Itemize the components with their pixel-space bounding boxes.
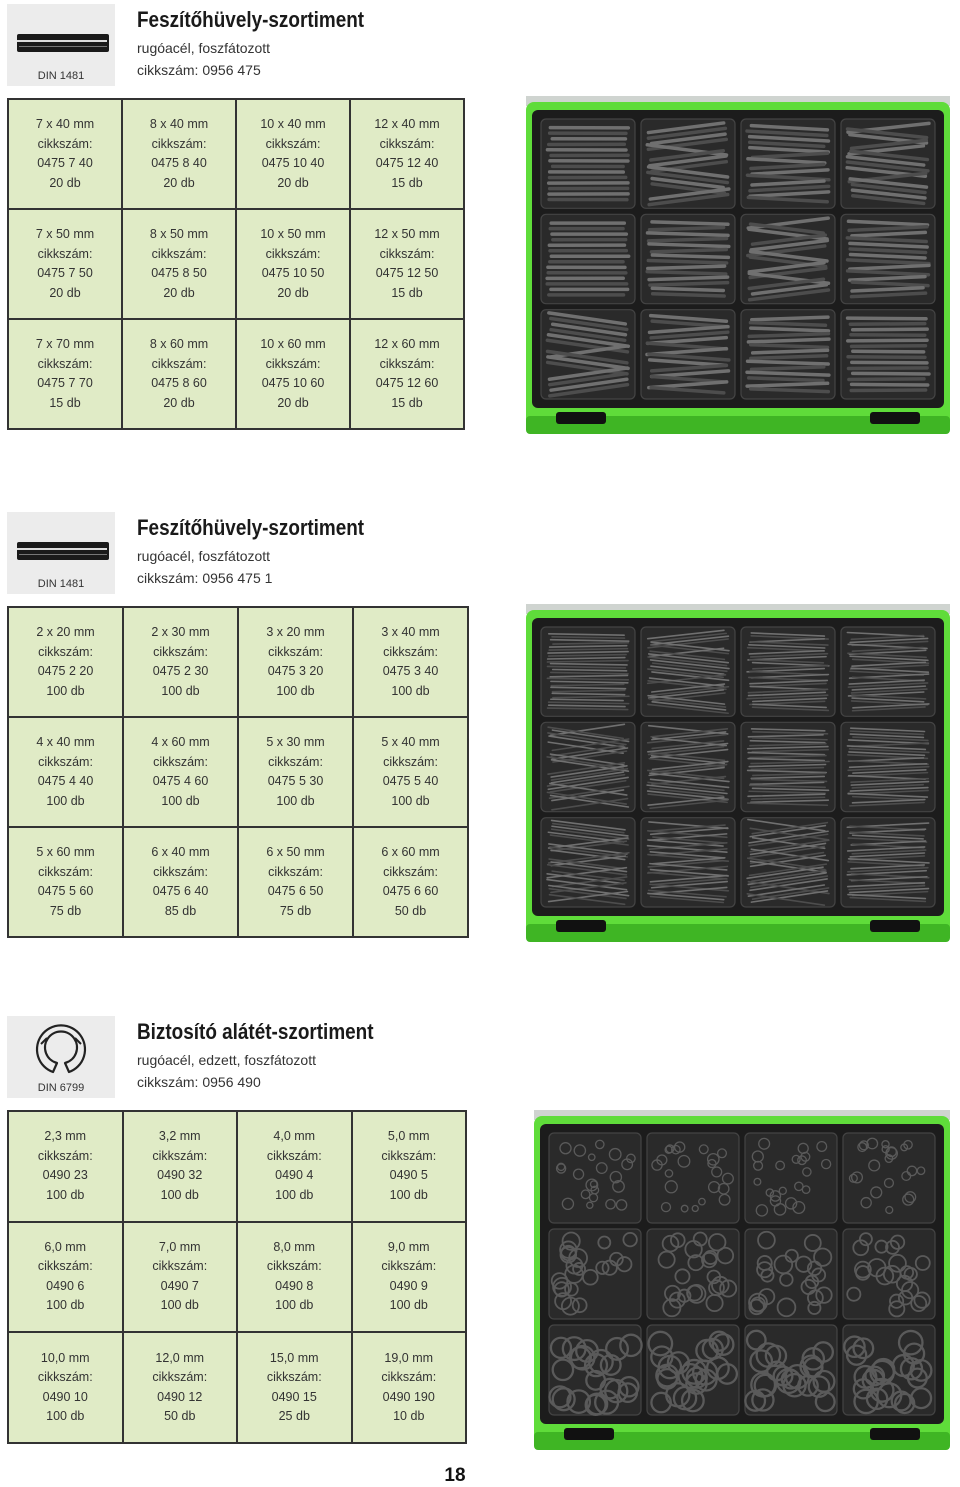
product-code: 0475 12 40 xyxy=(376,154,439,174)
product-size: 9,0 mm xyxy=(388,1238,430,1258)
product-code: 0490 15 xyxy=(272,1388,317,1408)
product-size: 7 x 40 mm xyxy=(36,115,94,135)
product-size: 19,0 mm xyxy=(384,1349,433,1369)
product-qty: 100 db xyxy=(276,682,314,702)
product-label: cikkszám: xyxy=(152,245,207,265)
product-qty: 100 db xyxy=(390,1296,428,1316)
product-label: cikkszám: xyxy=(152,135,207,155)
product-qty: 20 db xyxy=(277,174,308,194)
product-size: 6 x 60 mm xyxy=(381,843,439,863)
product-qty: 100 db xyxy=(46,1186,84,1206)
product-code: 0475 2 30 xyxy=(153,662,209,682)
product-label: cikkszám: xyxy=(153,863,208,883)
product-qty: 25 db xyxy=(279,1407,310,1427)
product-code: 0475 12 50 xyxy=(376,264,439,284)
product-size: 8 x 50 mm xyxy=(150,225,208,245)
product-qty: 50 db xyxy=(395,902,426,922)
product-qty: 100 db xyxy=(391,682,429,702)
product-label: cikkszám: xyxy=(381,1257,436,1277)
section-title: Feszítőhüvely-szortiment xyxy=(137,515,364,541)
material-text: rugóacél, foszfátozott xyxy=(137,40,270,56)
product-code: 0475 5 30 xyxy=(268,772,324,792)
product-cell xyxy=(238,1333,351,1442)
sku-text: cikkszám: 0956 490 xyxy=(137,1074,261,1090)
product-code: 0475 6 60 xyxy=(383,882,439,902)
product-code: 0475 10 60 xyxy=(262,374,325,394)
product-qty: 100 db xyxy=(276,792,314,812)
product-qty: 85 db xyxy=(165,902,196,922)
product-code: 0490 9 xyxy=(390,1277,428,1297)
product-qty: 100 db xyxy=(275,1186,313,1206)
product-code: 0475 3 20 xyxy=(268,662,324,682)
product-qty: 20 db xyxy=(49,284,80,304)
product-size: 5 x 40 mm xyxy=(381,733,439,753)
product-qty: 100 db xyxy=(390,1186,428,1206)
product-label: cikkszám: xyxy=(38,245,93,265)
product-qty: 100 db xyxy=(391,792,429,812)
product-code: 0475 4 40 xyxy=(38,772,94,792)
product-label: cikkszám: xyxy=(38,355,93,375)
material-text: rugóacél, foszfátozott xyxy=(137,548,270,564)
product-cell xyxy=(124,1112,237,1221)
product-cell xyxy=(238,1223,351,1332)
product-code: 0475 10 50 xyxy=(262,264,325,284)
product-label: cikkszám: xyxy=(152,1147,207,1167)
product-label: cikkszám: xyxy=(38,1257,93,1277)
standard-label: DIN 1481 xyxy=(7,578,115,590)
product-label: cikkszám: xyxy=(380,355,435,375)
product-label: cikkszám: xyxy=(153,753,208,773)
product-size: 2 x 20 mm xyxy=(36,623,94,643)
product-label: cikkszám: xyxy=(268,753,323,773)
product-size: 6 x 50 mm xyxy=(266,843,324,863)
standard-label: DIN 6799 xyxy=(7,1082,115,1094)
product-cell xyxy=(238,1112,351,1221)
product-label: cikkszám: xyxy=(380,245,435,265)
product-size: 4 x 60 mm xyxy=(151,733,209,753)
product-label: cikkszám: xyxy=(152,355,207,375)
product-label: cikkszám: xyxy=(381,1147,436,1167)
product-cell xyxy=(9,1112,122,1221)
product-cell xyxy=(353,1112,466,1221)
product-qty: 100 db xyxy=(46,1407,84,1427)
product-code: 0475 7 70 xyxy=(37,374,93,394)
product-label: cikkszám: xyxy=(380,135,435,155)
product-size: 2,3 mm xyxy=(44,1127,86,1147)
product-size: 12 x 60 mm xyxy=(374,335,439,355)
product-qty: 20 db xyxy=(163,174,194,194)
product-qty: 100 db xyxy=(46,682,84,702)
product-qty: 15 db xyxy=(391,394,422,414)
product-size: 8 x 60 mm xyxy=(150,335,208,355)
product-code: 0475 5 60 xyxy=(38,882,94,902)
product-code: 0490 10 xyxy=(43,1388,88,1408)
product-label: cikkszám: xyxy=(38,135,93,155)
product-qty: 20 db xyxy=(49,174,80,194)
product-label: cikkszám: xyxy=(268,643,323,663)
product-qty: 10 db xyxy=(393,1407,424,1427)
standard-box xyxy=(7,1016,115,1098)
product-size: 5 x 30 mm xyxy=(266,733,324,753)
product-label: cikkszám: xyxy=(266,135,321,155)
product-qty: 50 db xyxy=(164,1407,195,1427)
product-size: 10 x 60 mm xyxy=(260,335,325,355)
product-size: 7 x 70 mm xyxy=(36,335,94,355)
product-size: 6 x 40 mm xyxy=(151,843,209,863)
product-size: 4 x 40 mm xyxy=(36,733,94,753)
product-qty: 20 db xyxy=(163,284,194,304)
product-label: cikkszám: xyxy=(152,1257,207,1277)
product-size: 12 x 40 mm xyxy=(374,115,439,135)
product-label: cikkszám: xyxy=(266,245,321,265)
product-code: 0475 10 40 xyxy=(262,154,325,174)
product-size: 12 x 50 mm xyxy=(374,225,439,245)
product-code: 0490 6 xyxy=(46,1277,84,1297)
product-size: 15,0 mm xyxy=(270,1349,319,1369)
product-code: 0475 6 40 xyxy=(153,882,209,902)
product-code: 0475 7 50 xyxy=(37,264,93,284)
product-size: 8,0 mm xyxy=(273,1238,315,1258)
section-title: Feszítőhüvely-szortiment xyxy=(137,7,364,33)
product-code: 0475 8 50 xyxy=(151,264,207,284)
sku-text: cikkszám: 0956 475 1 xyxy=(137,570,272,586)
product-code: 0475 3 40 xyxy=(383,662,439,682)
product-qty: 75 db xyxy=(280,902,311,922)
product-label: cikkszám: xyxy=(383,863,438,883)
product-size: 10,0 mm xyxy=(41,1349,90,1369)
product-code: 0490 5 xyxy=(390,1166,428,1186)
product-qty: 15 db xyxy=(391,174,422,194)
product-label: cikkszám: xyxy=(38,1147,93,1167)
product-label: cikkszám: xyxy=(383,643,438,663)
product-size: 3,2 mm xyxy=(159,1127,201,1147)
product-size: 10 x 40 mm xyxy=(260,115,325,135)
product-grid xyxy=(7,1110,467,1444)
product-size: 10 x 50 mm xyxy=(260,225,325,245)
assortment-case-image xyxy=(534,1110,950,1450)
product-size: 12,0 mm xyxy=(155,1349,204,1369)
product-qty: 100 db xyxy=(46,1296,84,1316)
product-label: cikkszám: xyxy=(153,643,208,663)
product-label: cikkszám: xyxy=(381,1368,436,1388)
product-code: 0475 6 50 xyxy=(268,882,324,902)
product-qty: 100 db xyxy=(161,1296,199,1316)
product-qty: 100 db xyxy=(275,1296,313,1316)
product-code: 0490 7 xyxy=(161,1277,199,1297)
product-label: cikkszám: xyxy=(38,863,93,883)
product-cell xyxy=(124,1333,237,1442)
product-size: 5 x 60 mm xyxy=(36,843,94,863)
product-code: 0490 12 xyxy=(157,1388,202,1408)
product-label: cikkszám: xyxy=(38,643,93,663)
sku-text: cikkszám: 0956 475 xyxy=(137,62,261,78)
product-code: 0475 2 20 xyxy=(38,662,94,682)
retaining-ring-icon xyxy=(7,1016,115,1080)
product-size: 7 x 50 mm xyxy=(36,225,94,245)
product-qty: 20 db xyxy=(277,284,308,304)
product-label: cikkszám: xyxy=(152,1368,207,1388)
product-size: 7,0 mm xyxy=(159,1238,201,1258)
product-code: 0475 7 40 xyxy=(37,154,93,174)
product-cell xyxy=(9,1223,122,1332)
page-number: 18 xyxy=(430,1465,480,1487)
product-size: 3 x 40 mm xyxy=(381,623,439,643)
product-code: 0475 5 40 xyxy=(383,772,439,792)
product-label: cikkszám: xyxy=(38,753,93,773)
product-label: cikkszám: xyxy=(266,355,321,375)
product-cell xyxy=(124,1223,237,1332)
product-label: cikkszám: xyxy=(267,1257,322,1277)
standard-label: DIN 1481 xyxy=(7,70,115,82)
product-size: 4,0 mm xyxy=(273,1127,315,1147)
product-size: 5,0 mm xyxy=(388,1127,430,1147)
product-code: 0475 8 40 xyxy=(151,154,207,174)
product-label: cikkszám: xyxy=(383,753,438,773)
product-qty: 75 db xyxy=(50,902,81,922)
product-label: cikkszám: xyxy=(267,1368,322,1388)
product-code: 0490 8 xyxy=(275,1277,313,1297)
product-qty: 100 db xyxy=(161,682,199,702)
product-code: 0490 32 xyxy=(157,1166,202,1186)
product-qty: 100 db xyxy=(46,792,84,812)
product-cell xyxy=(9,1333,122,1442)
product-size: 3 x 20 mm xyxy=(266,623,324,643)
product-size: 2 x 30 mm xyxy=(151,623,209,643)
product-qty: 20 db xyxy=(277,394,308,414)
product-size: 6,0 mm xyxy=(44,1238,86,1258)
product-code: 0490 190 xyxy=(383,1388,435,1408)
product-qty: 100 db xyxy=(161,1186,199,1206)
product-cell xyxy=(353,1333,466,1442)
product-label: cikkszám: xyxy=(267,1147,322,1167)
product-label: cikkszám: xyxy=(38,1368,93,1388)
material-text: rugóacél, edzett, foszfátozott xyxy=(137,1052,316,1068)
product-qty: 20 db xyxy=(163,394,194,414)
product-code: 0490 23 xyxy=(43,1166,88,1186)
product-code: 0490 4 xyxy=(275,1166,313,1186)
product-cell xyxy=(353,1223,466,1332)
product-label: cikkszám: xyxy=(268,863,323,883)
product-qty: 15 db xyxy=(49,394,80,414)
product-size: 8 x 40 mm xyxy=(150,115,208,135)
section-title: Biztosító alátét-szortiment xyxy=(137,1019,374,1045)
product-code: 0475 12 60 xyxy=(376,374,439,394)
product-qty: 15 db xyxy=(391,284,422,304)
product-code: 0475 8 60 xyxy=(151,374,207,394)
product-code: 0475 4 60 xyxy=(153,772,209,792)
product-qty: 100 db xyxy=(161,792,199,812)
